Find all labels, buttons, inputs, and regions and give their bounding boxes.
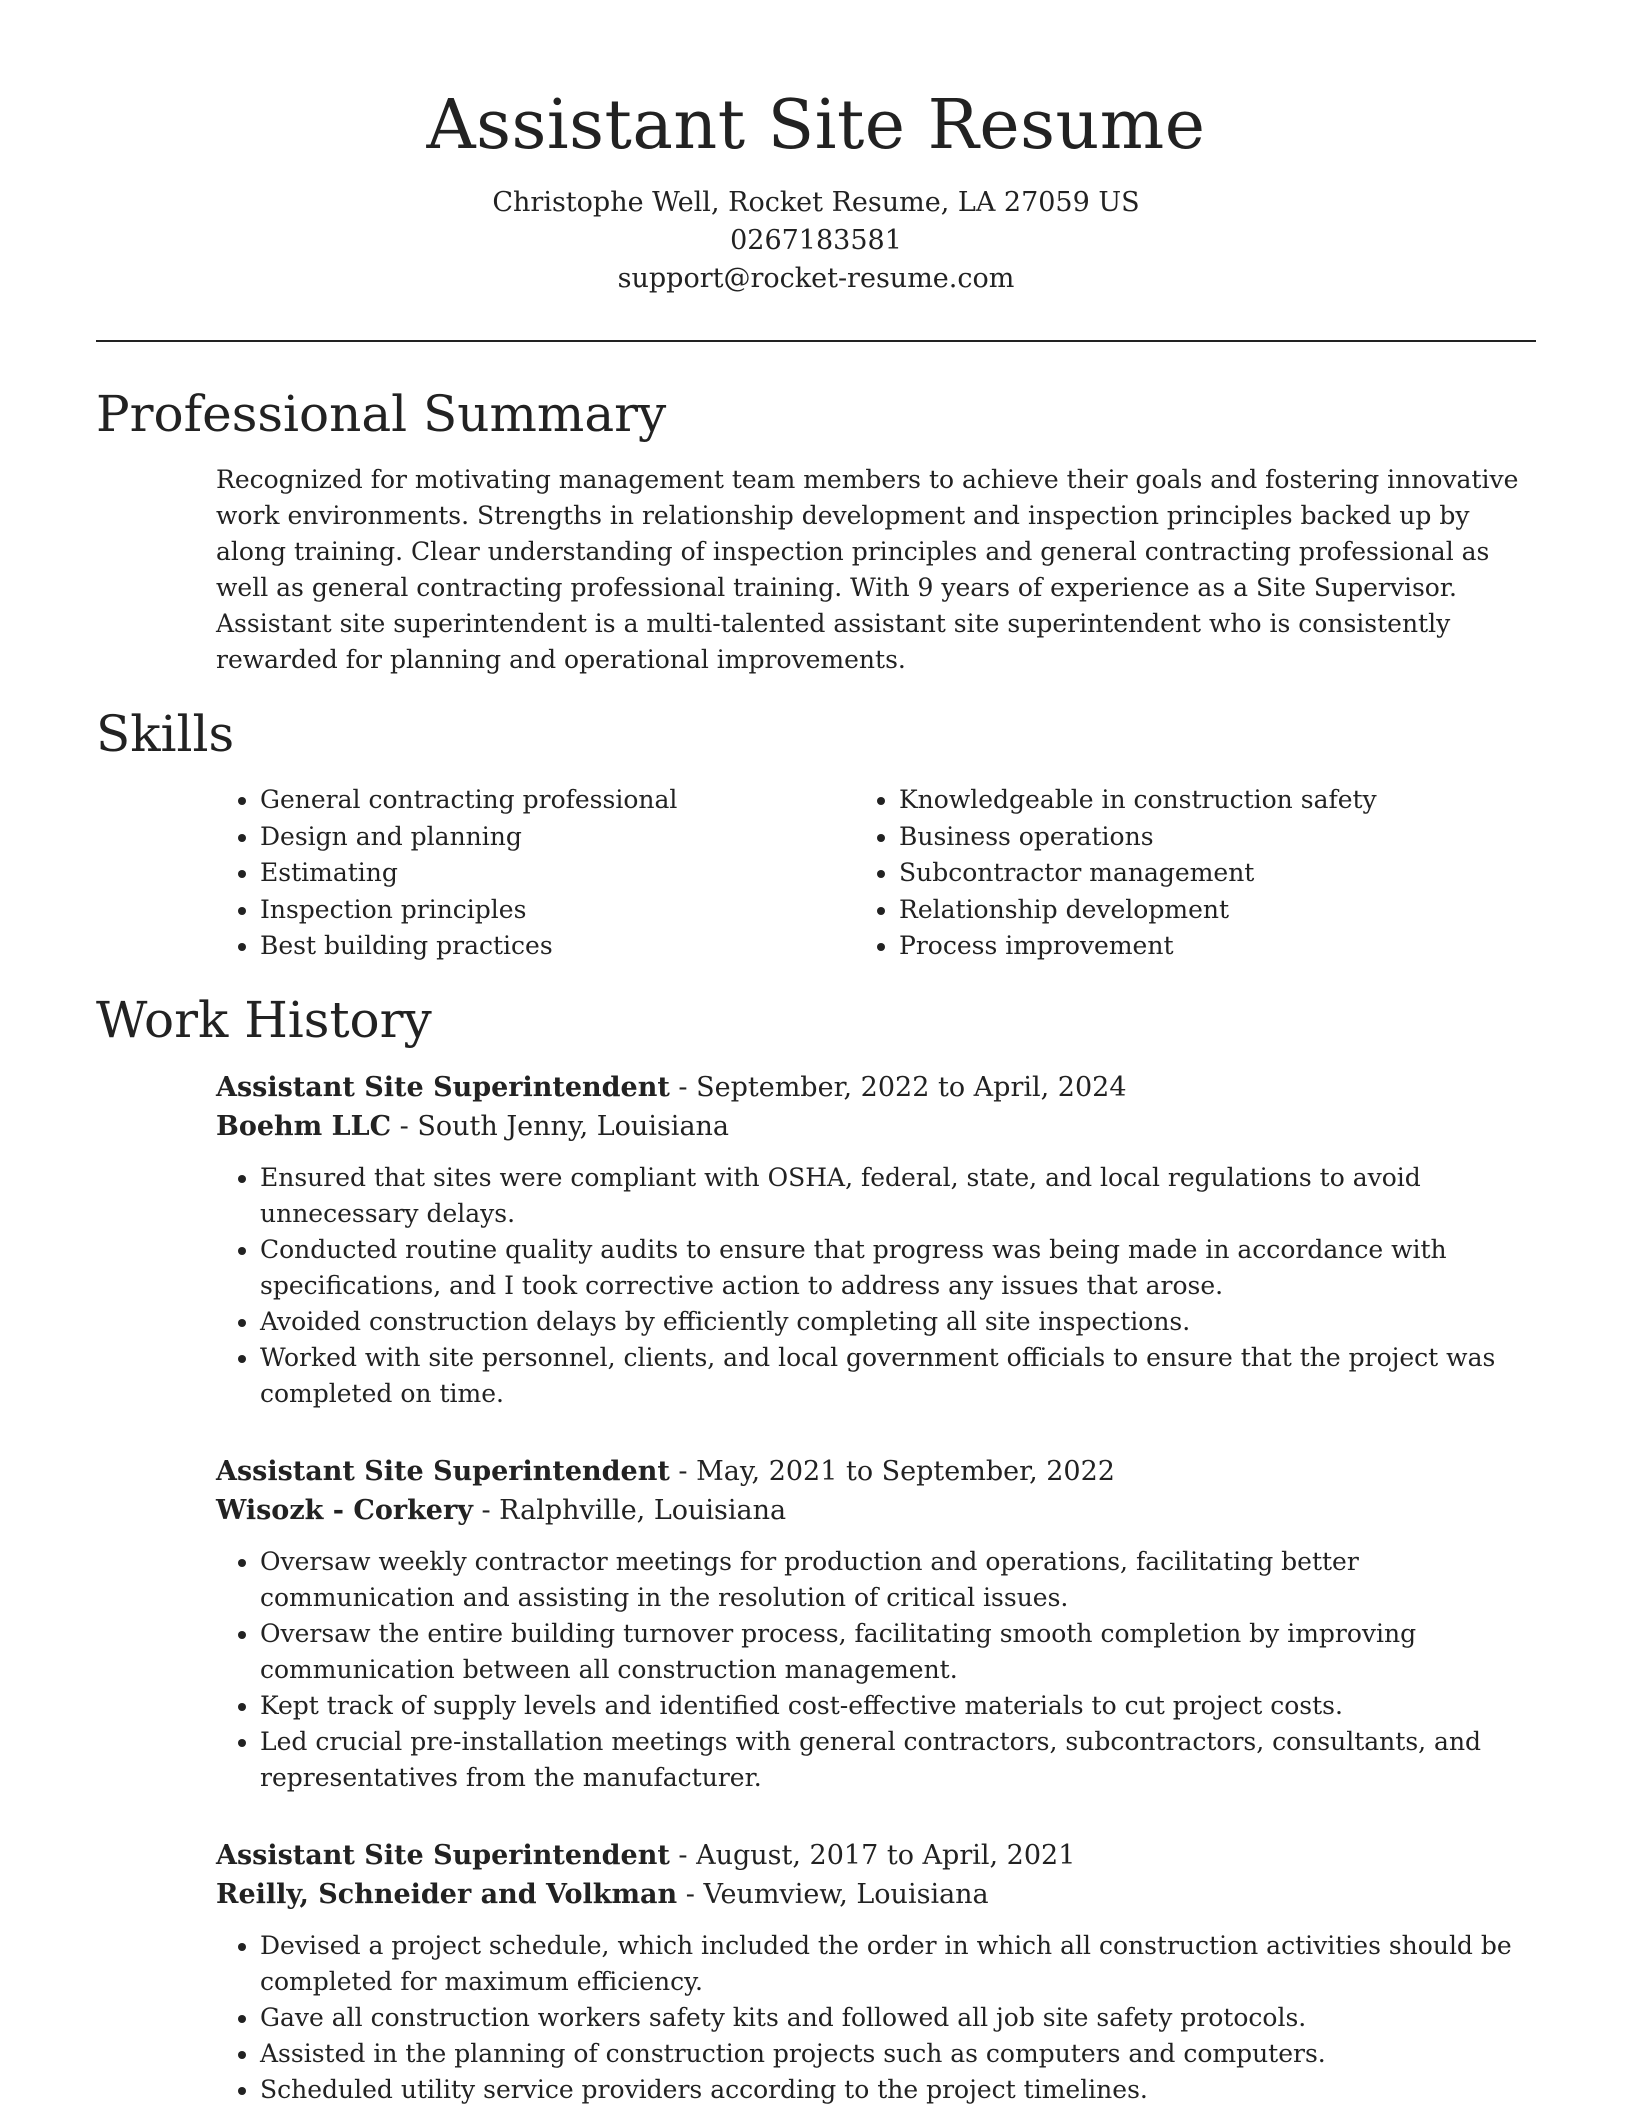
job-bullet: • Worked with site personnel, clients, and local government officials to ensure that the project was completed on time. — [260, 1340, 1538, 1412]
skill-item: • General contracting professional — [260, 782, 899, 819]
contact-phone: 0267183581 — [730, 225, 902, 256]
job-bullet: • Oversaw weekly contractor meetings for production and operations, facilitating better communication and assisting in the resolution of critical issues. — [260, 1544, 1538, 1616]
job-location: - Ralphville, Louisiana — [472, 1495, 787, 1526]
job-bullet: • Kept track of supply levels and identified cost-effective materials to cut project costs. — [260, 1688, 1538, 1724]
job-bullet: • Assisted in the planning of construction projects such as computers and computers. — [260, 2036, 1538, 2072]
job-dates: - August, 2017 to April, 2021 — [669, 1840, 1076, 1871]
job-dates: - September, 2022 to April, 2024 — [669, 1072, 1127, 1103]
job-title-line — [216, 1068, 1538, 1107]
job-title-line — [216, 1836, 1538, 1875]
job-entry — [216, 1452, 1538, 1796]
header-divider — [96, 340, 1536, 342]
summary-text: Recognized for motivating management team members to achieve their goals and fostering innovative work environments. Strengths in relationship development and inspection principles backed up by along training. Clear understanding of inspection principles and general contracting professional as well as general contracting professional training. With 9 years of experience as a Site Supervisor. Assistant site superintendent is a multi-talented assistant site superintendent who is consistently rewarded for planning and operational improvements. — [216, 465, 1519, 674]
job-bullet: • Led crucial pre-installation meetings with general contractors, subcontractors, consultants, and representatives from the manufacturer. — [260, 1724, 1538, 1796]
skill-item: • Relationship development — [899, 892, 1538, 929]
skills-list — [216, 782, 1538, 965]
job-company-line — [216, 1491, 1538, 1530]
work-history-list — [216, 1068, 1538, 2112]
work-history-heading: Work History — [96, 991, 432, 1049]
job-role: Assistant Site Superintendent — [216, 1840, 670, 1871]
job-entry — [216, 1068, 1538, 1412]
skill-item: • Process improvement — [899, 928, 1538, 965]
summary-heading: Professional Summary — [96, 385, 667, 443]
skills-column-right — [899, 782, 1538, 965]
job-bullets — [216, 1544, 1538, 1796]
skill-item: • Estimating — [260, 855, 899, 892]
skills-column-left — [216, 782, 899, 965]
skill-item: • Inspection principles — [260, 892, 899, 929]
contact-block — [0, 184, 1632, 298]
job-bullet: • Oversaw the entire building turnover process, facilitating smooth completion by improving communication between all construction management. — [260, 1616, 1538, 1688]
resume-header — [0, 82, 1632, 298]
job-company: Boehm LLC — [216, 1111, 392, 1142]
job-role: Assistant Site Superintendent — [216, 1456, 670, 1487]
job-entry — [216, 1836, 1538, 2108]
job-company-line — [216, 1875, 1538, 1914]
job-role: Assistant Site Superintendent — [216, 1072, 670, 1103]
summary-section — [216, 462, 1538, 678]
job-dates: - May, 2021 to September, 2022 — [669, 1456, 1115, 1487]
job-bullets — [216, 1928, 1538, 2108]
skills-heading: Skills — [96, 705, 235, 763]
job-bullet: • Scheduled utility service providers according to the project timelines. — [260, 2072, 1538, 2108]
job-bullet: • Devised a project schedule, which included the order in which all construction activities should be completed for maximum efficiency. — [260, 1928, 1538, 2000]
job-company: Wisozk - Corkery — [216, 1495, 473, 1526]
skill-item: • Knowledgeable in construction safety — [899, 782, 1538, 819]
job-location: - South Jenny, Louisiana — [391, 1111, 730, 1142]
job-company: Reilly, Schneider and Volkman — [216, 1879, 678, 1910]
job-bullet: • Ensured that sites were compliant with OSHA, federal, state, and local regulations to avoid unnecessary delays. — [260, 1160, 1538, 1232]
skill-item: • Subcontractor management — [899, 855, 1538, 892]
page-title: Assistant Site Resume — [426, 86, 1206, 165]
skill-item: • Design and planning — [260, 819, 899, 856]
skill-item: • Business operations — [899, 819, 1538, 856]
job-bullet: • Gave all construction workers safety kits and followed all job site safety protocols. — [260, 2000, 1538, 2036]
job-location: - Veumview, Louisiana — [677, 1879, 989, 1910]
contact-address: Christophe Well, Rocket Resume, LA 27059 US — [492, 187, 1140, 218]
job-company-line — [216, 1107, 1538, 1146]
job-bullet: • Avoided construction delays by efficiently completing all site inspections. — [260, 1304, 1538, 1340]
contact-email: support@rocket-resume.com — [617, 263, 1015, 294]
skill-item: • Best building practices — [260, 928, 899, 965]
job-title-line — [216, 1452, 1538, 1491]
job-bullets — [216, 1160, 1538, 1412]
job-bullet: • Conducted routine quality audits to ensure that progress was being made in accordance with specifications, and I took corrective action to address any issues that arose. — [260, 1232, 1538, 1304]
